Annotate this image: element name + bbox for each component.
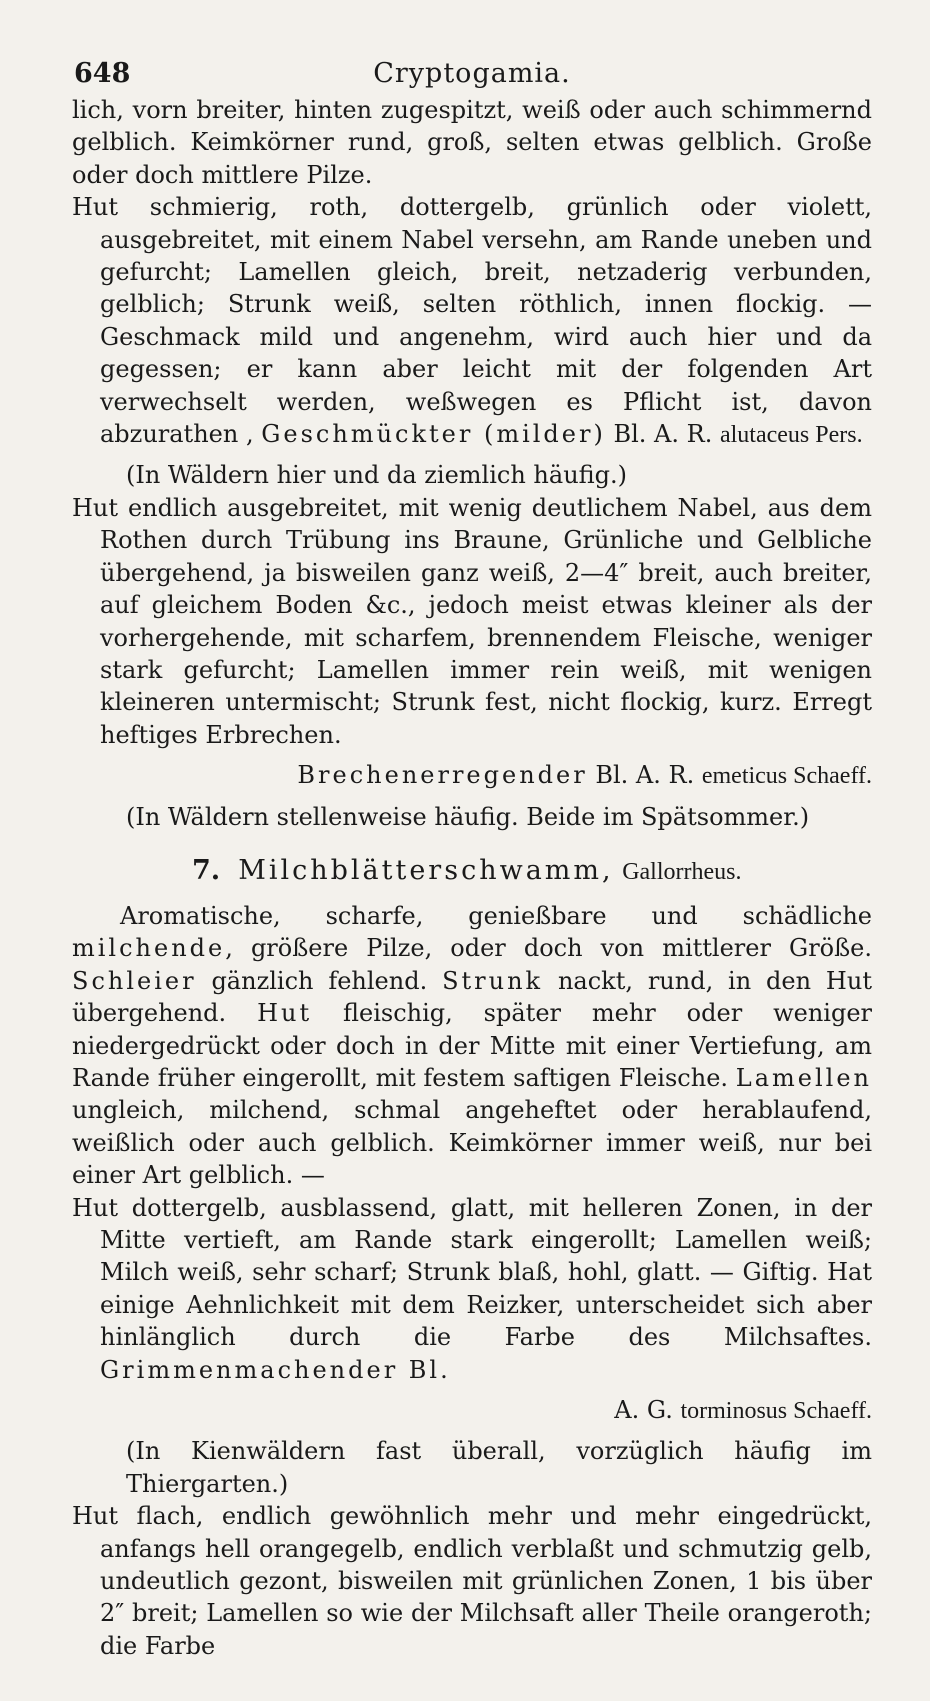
habitat-note: (In Kienwäldern fast überall, vorzüglich häufig im Thiergarten.) <box>126 1437 872 1498</box>
section-latin-name: Gallorrheus. <box>622 858 742 885</box>
latin-name: alutaceus Pers. <box>719 422 863 449</box>
entry-description: Hut schmierig, roth, dottergelb, grünlich oder violett, ausgebreitet, mit einem Nabel versehn, am Rande uneben und gefurcht; Lamellen gleich, breit, netzaderig verbunden, gelblich; Strunk weiß, selten röthlich, innen flockig. — Geschmack mild und angenehm, wird auch hier und da gegessen; er kann aber leicht mit der folgenden Art verwechselt werden, weßwegen es Pflicht ist, davon abzurathen , Geschmückter (milder) Bl. A. R. alutaceus Pers. <box>72 193 872 449</box>
entry-description: Hut endlich ausgebreitet, mit wenig deutlichem Nabel, aus dem Rothen durch Trübung ins Braune, Grünliche und Gelbliche übergehend, ja bisweilen ganz weiß, 2—4″ breit, auch breiter, auf gleichem Boden &c., jedoch meist etwas kleiner als der vorhergehende, mit scharfem, brennendem Fleische, weniger stark gefurcht; Lamellen immer rein weiß, mit wenigen kleineren untermischt; Strunk fest, nicht flockig, kurz. Erregt heftiges Erbrechen. <box>72 493 872 749</box>
habitat-note: (In Wäldern stellenweise häufig. Beide im Spätsommer.) <box>126 802 810 831</box>
running-title: Cryptogamia. <box>373 58 571 89</box>
entry-continued <box>72 1500 872 1662</box>
latin-name: torminosus Schaeff. <box>680 1398 872 1425</box>
genus-abbreviation: A. G. <box>614 1396 673 1425</box>
entry-description: Hut dottergelb, ausblassend, glatt, mit helleren Zonen, in der Mitte vertieft, am Rande stark eingerollt; Lamellen weiß; Milch weiß, sehr scharf; Strunk blaß, hohl, glatt. — Giftig. Hat einige Aehnlichkeit mit dem Reizker, unterscheidet sich aber hinlänglich durch die Farbe des Milchsaftes. Grimmenmachender Bl. <box>72 1193 872 1384</box>
common-name: Brechenerregender <box>297 761 588 790</box>
species-name-line <box>72 1394 872 1427</box>
page-number: 648 <box>74 58 131 89</box>
entry-alutaceus <box>72 191 872 492</box>
intro-continuation: lich, vorn breiter, hinten zugespitzt, weiß oder auch schimmernd gelblich. Keimkörner rund, groß, selten etwas gelblich. Große oder doch mittlere Pilze. <box>72 96 872 189</box>
book-page <box>72 58 872 1662</box>
section-number: 7. <box>192 854 221 886</box>
species-name-line <box>72 759 872 792</box>
spaced-term: Lamellen <box>735 1063 872 1092</box>
common-name: Grimmenmachender Bl. <box>100 1355 451 1384</box>
common-name: Geschmückter (milder) <box>261 420 606 449</box>
spaced-term: milchende <box>72 934 226 963</box>
genus-abbreviation: Bl. A. R. <box>613 420 713 449</box>
page-header <box>72 58 872 94</box>
latin-name: emeticus Schaeff. <box>701 763 872 790</box>
genus-abbreviation: Bl. A. R. <box>595 761 695 790</box>
habitat-note: (In Wäldern hier und da ziemlich häufig.) <box>126 461 628 490</box>
spaced-term: Hut <box>257 999 313 1028</box>
entry-torminosus <box>72 1192 872 1501</box>
section-intro: Aromatische, scharfe, genießbare und schädliche milchende, größere Pilze, oder doch von mittlerer Größe. Schleier gänzlich fehlend. Strunk nackt, rund, in den Hut übergehend. Hut fleischig, später mehr oder weniger niedergedrückt oder doch in der Mitte mit einer Vertiefung, am Rande früher eingerollt, mit festem saftigen Fleische. Lamellen ungleich, milchend, schmal angeheftet oder herablaufend, weißlich oder auch gelblich. Keimkörner immer weiß, nur bei einer Art gelblich. — <box>72 901 872 1190</box>
section-title: Milchblätterschwamm, <box>238 854 614 886</box>
spaced-term: Schleier <box>72 966 197 995</box>
spaced-term: Strunk <box>442 966 544 995</box>
entry-description: Hut flach, endlich gewöhnlich mehr und mehr eingedrückt, anfangs hell orangegelb, endlich verblaßt und schmutzig gelb, undeutlich gezont, bisweilen mit grünlichen Zonen, 1 bis über 2″ breit; Lamellen so wie der Milchsaft aller Theile orangeroth; die Farbe <box>72 1502 872 1660</box>
entry-emeticus <box>72 492 872 833</box>
section-heading <box>72 855 872 886</box>
